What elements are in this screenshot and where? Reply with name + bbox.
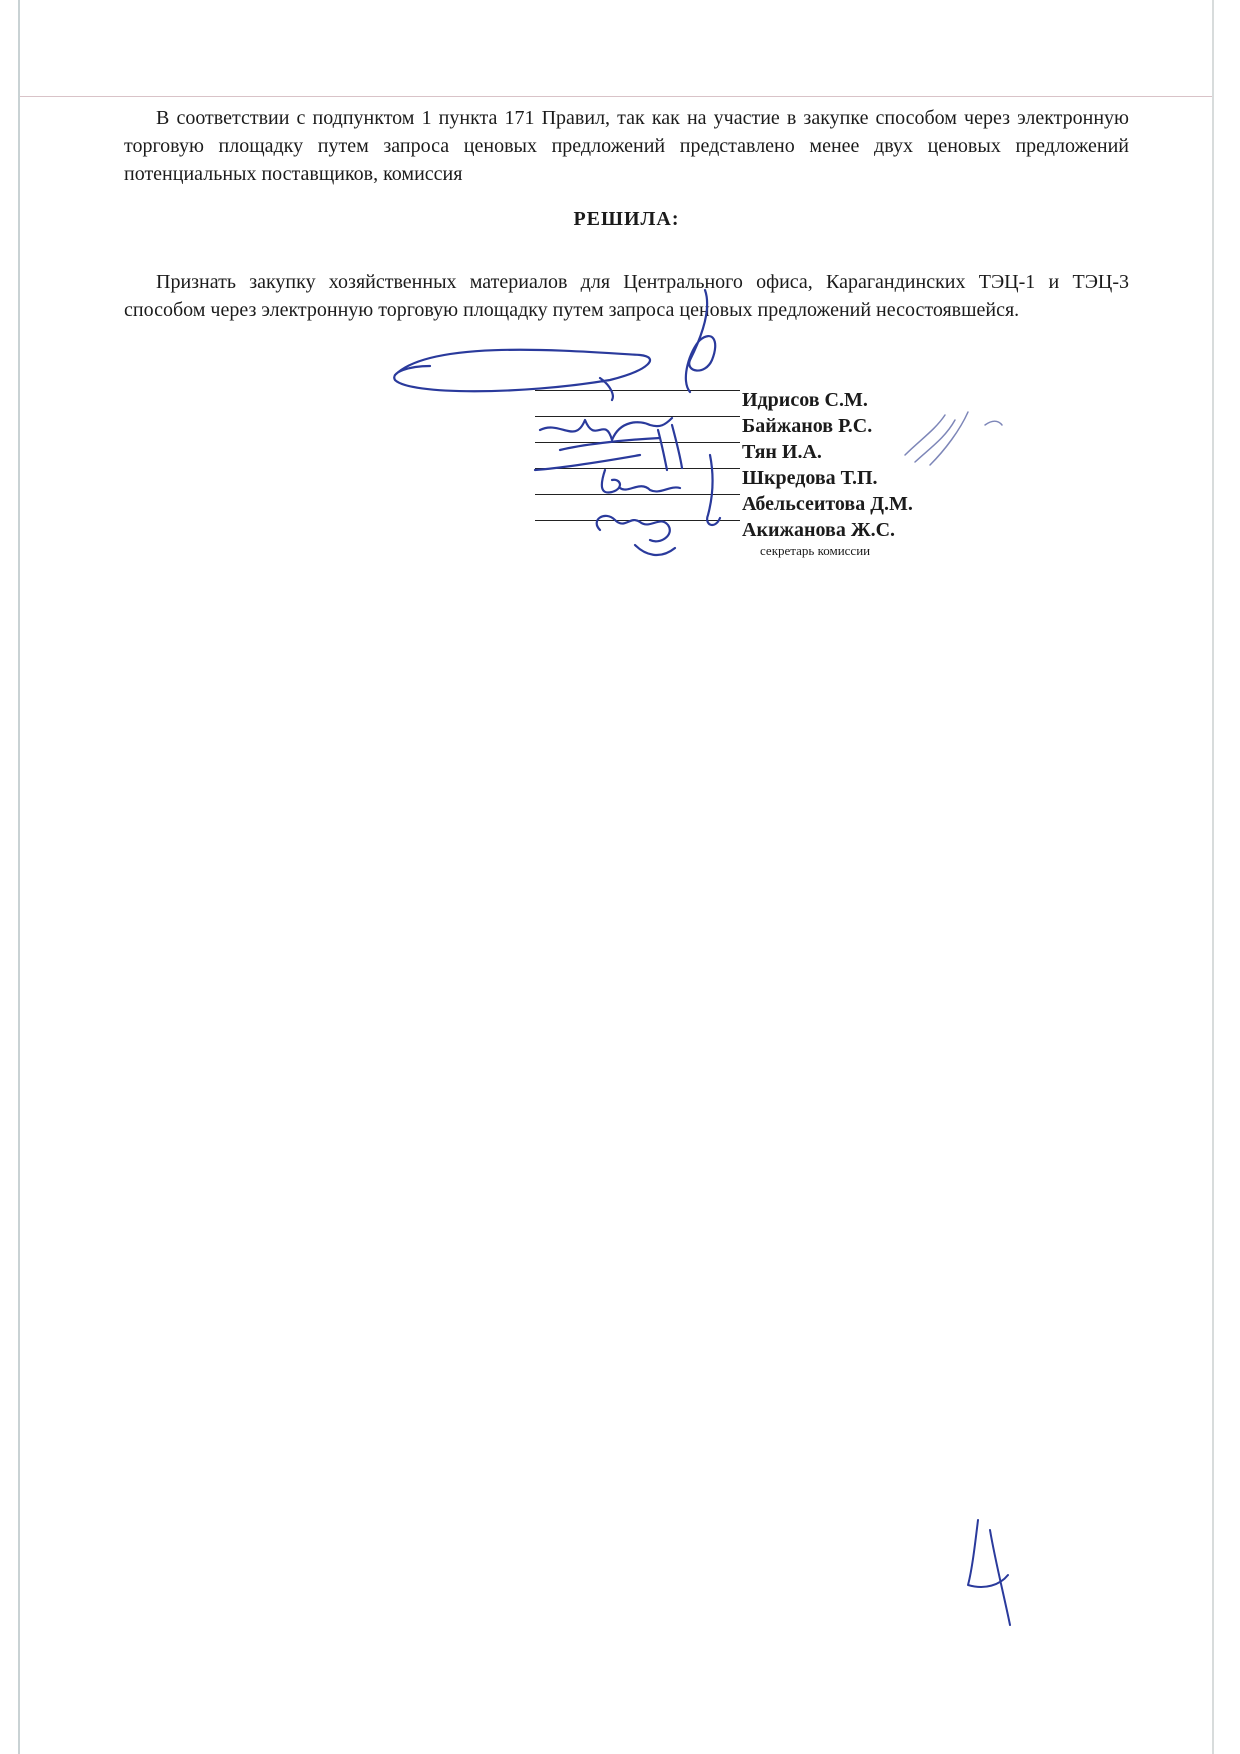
- signature-line: [535, 468, 740, 469]
- signature-line: [535, 494, 740, 495]
- signatory-name: Акижанова Ж.С.: [742, 519, 896, 541]
- signatory-name: Байжанов Р.С.: [742, 415, 873, 437]
- signatory-name: Шкредова Т.П.: [742, 467, 878, 489]
- signature-line: [535, 416, 740, 417]
- scan-edge-right: [1212, 0, 1214, 1754]
- signature-line: [535, 520, 740, 521]
- page-number-mark: [968, 1520, 1010, 1625]
- scan-artifact-line: [20, 96, 1212, 97]
- paragraph-grounds-text: В соответствии с подпунктом 1 пункта 171 Правил, так как на участие в закупке способом через электронную торговую площадку путем запроса ценовых предложений представлено менее двух ценовых предложений потенциальных поставщиков, комиссия: [124, 107, 1129, 185]
- paragraph-grounds: [124, 104, 1129, 188]
- faint-signature: [905, 412, 1002, 465]
- signatory-list: [742, 387, 913, 543]
- signature-line: [535, 442, 740, 443]
- paragraph-decision-text: Признать закупку хозяйственных материалов для Центрального офиса, Карагандинских ТЭЦ-1 и ТЭЦ-3 способом через электронную торговую площадку путем запроса ценовых предложений несостоявшейся.: [124, 271, 1129, 321]
- signatory-name: Идрисов С.М.: [742, 389, 868, 411]
- paragraph-decision: [124, 268, 1129, 324]
- signature-lines: [535, 390, 740, 546]
- secretary-note: секретарь комиссии: [760, 543, 871, 558]
- signature-line: [535, 390, 740, 391]
- signatory-name: Абельсеитова Д.М.: [742, 493, 913, 515]
- signatory-name: Тян И.А.: [742, 441, 822, 463]
- decision-heading: РЕШИЛА:: [573, 208, 680, 230]
- scan-edge-left: [18, 0, 20, 1754]
